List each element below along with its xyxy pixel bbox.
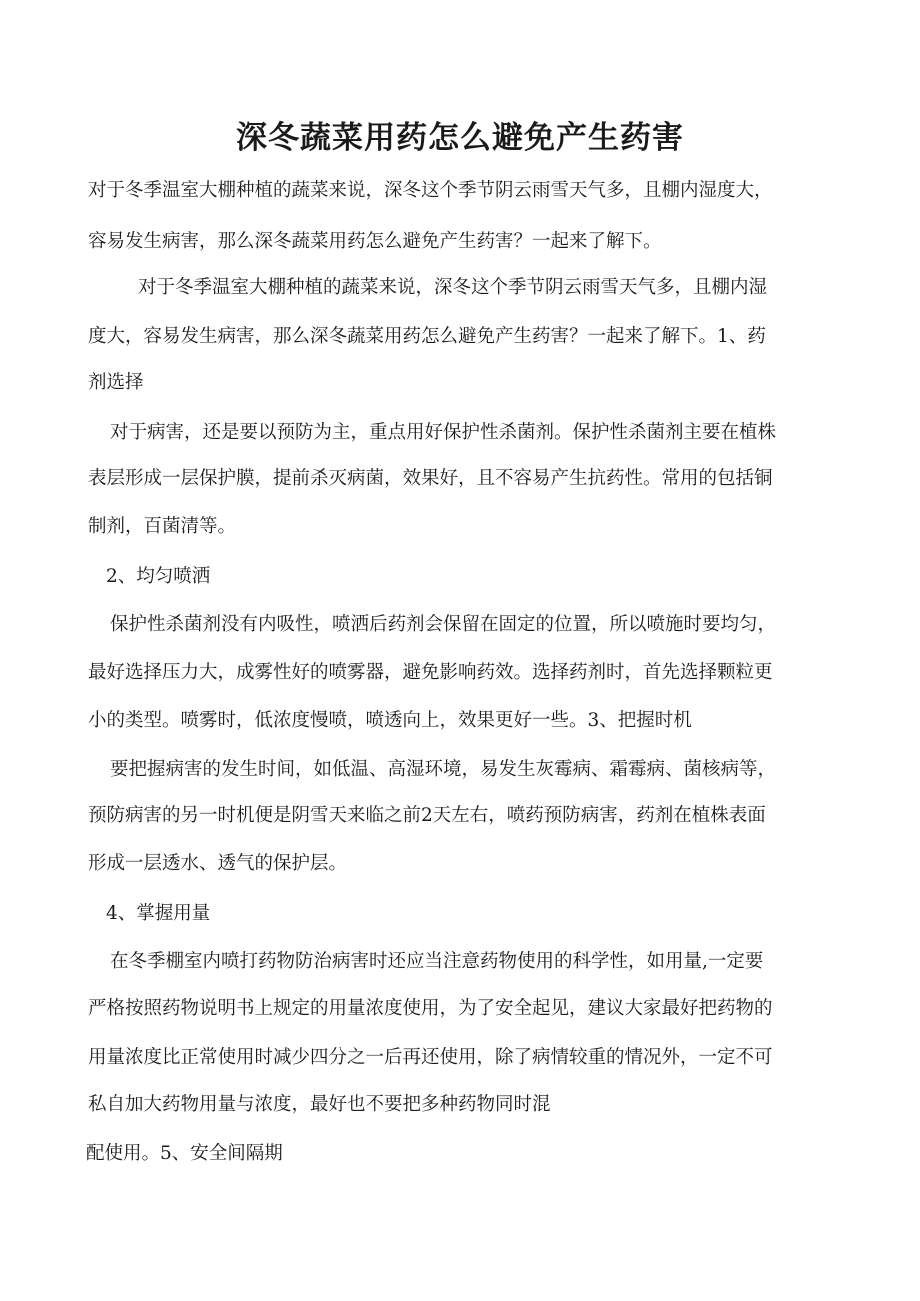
document-title: 深冬蔬菜用药怎么避免产生药害 (236, 120, 684, 156)
text-line: 要把握病害的发生时间，如低温、高湿环境，易发生灰霉病、霜霉病、菌核病等， (110, 759, 777, 780)
text-line: 小的类型。喷雾时，低浓度慢喷，喷透向上，效果更好一些。3、把握时机 (88, 710, 692, 731)
text-line: 严格按照药物说明书上规定的用量浓度使用，为了安全起见，建议大家最好把药物的 (88, 998, 773, 1019)
text-line: 度大，容易发生病害，那么深冬蔬菜用药怎么避免产生药害？一起来了解下。1、药 (88, 326, 766, 347)
text-line: 容易发生病害，那么深冬蔬菜用药怎么避免产生药害？一起来了解下。 (88, 231, 662, 252)
text-line: 在冬季棚室内喷打药物防治病害时还应当注意药物使用的科学性，如用量,一定要 (110, 951, 764, 972)
text-line: 对于冬季温室大棚种植的蔬菜来说，深冬这个季节阴云雨雪天气多，且棚内湿 (138, 277, 768, 298)
text-line: 形成一层透水、透气的保护层。 (88, 853, 348, 874)
text-line: 预防病害的另一时机便是阴雪天来临之前2天左右，喷药预防病害，药剂在植株表面 (88, 805, 766, 826)
text-line: 最好选择压力大，成雾性好的喷雾器，避免影响药效。选择药剂时，首先选择颗粒更 (88, 662, 773, 683)
section-heading: 4、掌握用量 (106, 903, 211, 924)
text-line: 制剂，百菌清等。 (88, 516, 237, 537)
text-line: 用量浓度比正常使用时减少四分之一后再还使用，除了病情较重的情况外，一定不可 (88, 1047, 773, 1068)
section-heading: 2、均匀喷洒 (106, 566, 211, 587)
text-line: 配使用。5、安全间隔期 (86, 1143, 283, 1164)
text-line: 私自加大药物用量与浓度，最好也不要把多种药物同时混 (88, 1094, 551, 1115)
text-line: 对于冬季温室大棚种植的蔬菜来说，深冬这个季节阴云雨雪天气多，且棚内湿度大， (88, 180, 773, 201)
text-line: 对于病害，还是要以预防为主，重点用好保护性杀菌剂。保护性杀菌剂主要在植株 (110, 422, 777, 443)
text-line: 保护性杀菌剂没有内吸性，喷洒后药剂会保留在固定的位置，所以喷施时要均匀， (110, 614, 777, 635)
text-line: 表层形成一层保护膜，提前杀灭病菌，效果好，且不容易产生抗药性。常用的包括铜 (88, 468, 773, 489)
text-line: 剂选择 (88, 372, 144, 393)
